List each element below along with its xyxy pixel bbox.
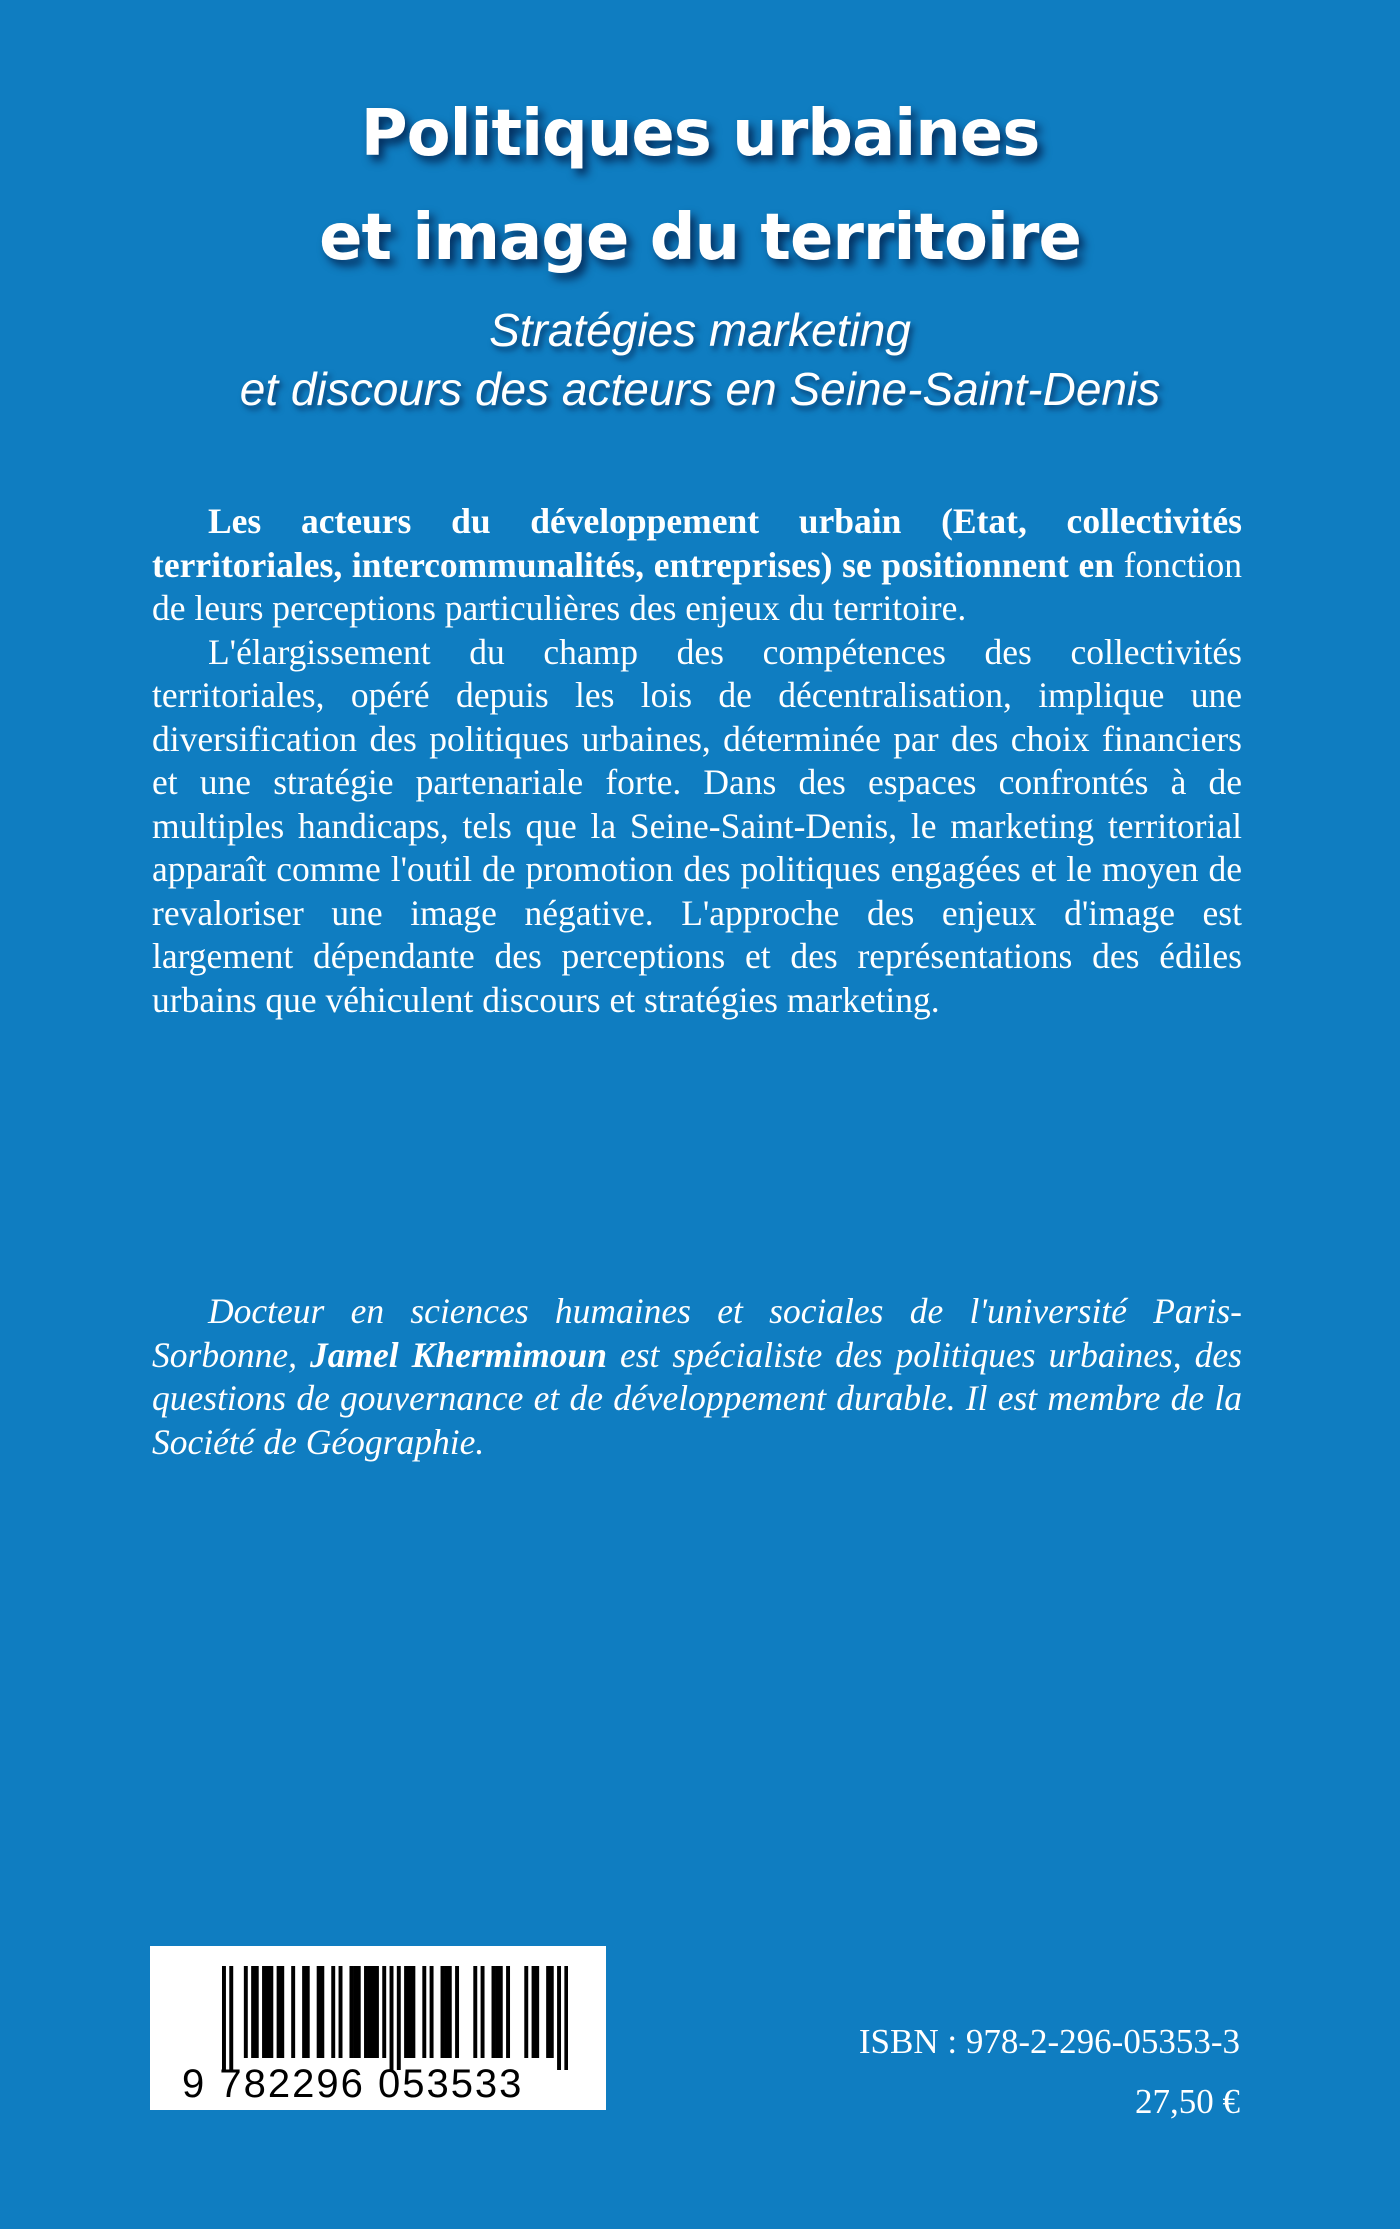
description-lead-bold: Les acteurs du développement urbain (Etat, collectivités territoriales, intercommunalités, entreprises) se positionnent en — [152, 501, 1242, 585]
book-title-line-2: et image du territoire — [319, 201, 1081, 275]
book-description — [152, 500, 1242, 1022]
description-paragraph-1 — [152, 500, 1242, 631]
author-bio — [152, 1290, 1242, 1464]
author-bio-paragraph — [152, 1290, 1242, 1464]
isbn-number: ISBN : 978-2-296-05353-3 — [858, 2022, 1240, 2061]
barcode — [150, 1946, 606, 2110]
author-bio-after-name: est spécialiste des politiques urbaines, des questions de gouvernance et de développement durable. Il est membre de la Société de Géographie. — [152, 1334, 1242, 1462]
book-subtitle-line-2: et discours des acteurs en Seine-Saint-Denis — [239, 363, 1161, 415]
description-lead-rest: fonction de leurs perceptions particulières des enjeux du territoire. — [152, 544, 1242, 628]
book-title-line-1: Politiques urbaines — [360, 97, 1040, 171]
barcode-bars — [222, 1966, 568, 2070]
book-subtitle-line-1: Stratégies marketing — [489, 304, 911, 356]
author-name: Jamel Khermimoun — [309, 1334, 607, 1375]
description-paragraph-2: L'élargissement du champ des compétences des collectivités territoriales, opéré depuis les lois de décentralisation, implique une diversification des politiques urbaines, déterminée par des choix financiers et une stratégie partenariale forte. Dans des espaces confrontés à de multiples handicaps, tels que la Seine-Saint-Denis, le marketing territorial apparaît comme l'outil de promotion des politiques engagées et le moyen de revaloriser une image négative. L'approche des enjeux d'image est largement dépendante des perceptions et des représentations des édiles urbains que véhiculent discours et stratégies marketing. — [152, 631, 1242, 1020]
barcode-digits: 9 782296 053533 — [182, 2062, 524, 2106]
book-price: 27,50 € — [1135, 2082, 1240, 2121]
author-bio-before-name: Docteur en sciences humaines et sociales de l'université Paris-Sorbonne, — [152, 1291, 1242, 1375]
